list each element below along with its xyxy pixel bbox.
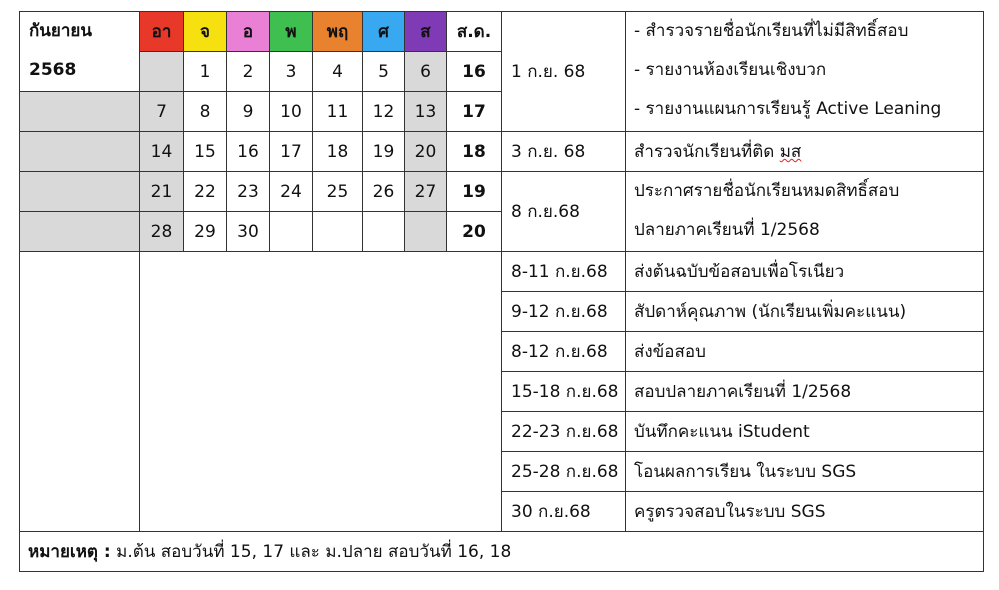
calendar-day: 28 <box>140 212 184 252</box>
calendar-day: 3 <box>270 52 313 92</box>
weekday-header-wed: พ <box>270 12 313 52</box>
month-year-cell <box>20 12 140 92</box>
blank-cell <box>20 212 140 252</box>
calendar-day: 26 <box>363 172 405 212</box>
schedule-date: 8-11 ก.ย.68 <box>502 252 626 292</box>
calendar-day: 21 <box>140 172 184 212</box>
schedule-event: ส่งต้นฉบับข้อสอบเพื่อโรเนียว <box>626 252 984 292</box>
calendar-day: 4 <box>313 52 363 92</box>
calendar-day: 22 <box>184 172 227 212</box>
event-line: ประกาศรายชื่อนักเรียนหมดสิทธิ์สอบ <box>634 181 900 201</box>
event-line: - รายงานห้องเรียนเชิงบวก <box>634 60 827 80</box>
weekday-header-thu: พฤ <box>313 12 363 52</box>
calendar-day: 30 <box>227 212 270 252</box>
schedule-date: 30 ก.ย.68 <box>502 492 626 532</box>
schedule-event: ส่งข้อสอบ <box>626 332 984 372</box>
week-number: 20 <box>447 212 502 252</box>
blank-cell <box>20 132 140 172</box>
calendar-day <box>363 212 405 252</box>
week-number: 17 <box>447 92 502 132</box>
calendar-day: 27 <box>405 172 447 212</box>
event-text: สำรวจนักเรียนที่ติด <box>634 142 775 162</box>
calendar-day: 8 <box>184 92 227 132</box>
calendar-day: 17 <box>270 132 313 172</box>
calendar-day: 13 <box>405 92 447 132</box>
week-number: 19 <box>447 172 502 212</box>
schedule-date: 9-12 ก.ย.68 <box>502 292 626 332</box>
academic-calendar-table <box>19 11 984 572</box>
calendar-day: 24 <box>270 172 313 212</box>
footnote <box>20 532 984 572</box>
calendar-day <box>405 212 447 252</box>
calendar-day: 23 <box>227 172 270 212</box>
week-number: 18 <box>447 132 502 172</box>
calendar-day <box>270 212 313 252</box>
empty-block <box>140 252 502 532</box>
event-line: - สำรวจรายชื่อนักเรียนที่ไม่มีสิทธิ์สอบ <box>634 21 909 41</box>
schedule-event <box>626 132 984 172</box>
week-number-header: ส.ด. <box>447 12 502 52</box>
weekday-header-mon: จ <box>184 12 227 52</box>
schedule-date: 8-12 ก.ย.68 <box>502 332 626 372</box>
schedule-event: สอบปลายภาคเรียนที่ 1/2568 <box>626 372 984 412</box>
weekday-header-fri: ศ <box>363 12 405 52</box>
calendar-day: 16 <box>227 132 270 172</box>
schedule-event <box>626 12 984 132</box>
calendar-day: 12 <box>363 92 405 132</box>
note-label: หมายเหตุ : <box>28 542 111 562</box>
year: 2568 <box>29 60 77 80</box>
calendar-day <box>313 212 363 252</box>
event-line: ปลายภาคเรียนที่ 1/2568 <box>634 220 820 240</box>
table-row <box>20 172 984 212</box>
calendar-day: 9 <box>227 92 270 132</box>
note-text: ม.ต้น สอบวันที่ 15, 17 และ ม.ปลาย สอบวันที่ 16, 18 <box>110 542 512 562</box>
calendar-day: 6 <box>405 52 447 92</box>
event-suffix: มส <box>779 142 802 162</box>
schedule-event: ครูตรวจสอบในระบบ SGS <box>626 492 984 532</box>
weekday-header-tue: อ <box>227 12 270 52</box>
schedule-date: 1 ก.ย. 68 <box>502 12 626 132</box>
calendar-day: 25 <box>313 172 363 212</box>
schedule-date: 22-23 ก.ย.68 <box>502 412 626 452</box>
table-row <box>20 252 984 292</box>
calendar-day: 19 <box>363 132 405 172</box>
event-line: - รายงานแผนการเรียนรู้ Active Leaning <box>634 99 942 119</box>
calendar-day <box>140 52 184 92</box>
calendar-day: 5 <box>363 52 405 92</box>
calendar-day: 18 <box>313 132 363 172</box>
schedule-date: 8 ก.ย.68 <box>502 172 626 252</box>
schedule-event <box>626 172 984 252</box>
table-row <box>20 12 984 52</box>
calendar-day: 29 <box>184 212 227 252</box>
table-row <box>20 532 984 572</box>
schedule-date: 25-28 ก.ย.68 <box>502 452 626 492</box>
schedule-date: 3 ก.ย. 68 <box>502 132 626 172</box>
weekday-header-sun: อา <box>140 12 184 52</box>
left-blank-column <box>20 252 140 532</box>
calendar-day: 15 <box>184 132 227 172</box>
calendar-day: 2 <box>227 52 270 92</box>
schedule-event: บันทึกคะแนน iStudent <box>626 412 984 452</box>
schedule-date: 15-18 ก.ย.68 <box>502 372 626 412</box>
month-name: กันยายน <box>29 21 93 41</box>
calendar-day: 10 <box>270 92 313 132</box>
calendar-day: 14 <box>140 132 184 172</box>
weekday-header-sat: ส <box>405 12 447 52</box>
calendar-day: 7 <box>140 92 184 132</box>
calendar-day: 20 <box>405 132 447 172</box>
schedule-event: สัปดาห์คุณภาพ (นักเรียนเพิ่มคะแนน) <box>626 292 984 332</box>
schedule-event: โอนผลการเรียน ในระบบ SGS <box>626 452 984 492</box>
table-row <box>20 132 984 172</box>
week-number: 16 <box>447 52 502 92</box>
calendar-day: 1 <box>184 52 227 92</box>
blank-cell <box>20 172 140 212</box>
blank-cell <box>20 92 140 132</box>
calendar-day: 11 <box>313 92 363 132</box>
